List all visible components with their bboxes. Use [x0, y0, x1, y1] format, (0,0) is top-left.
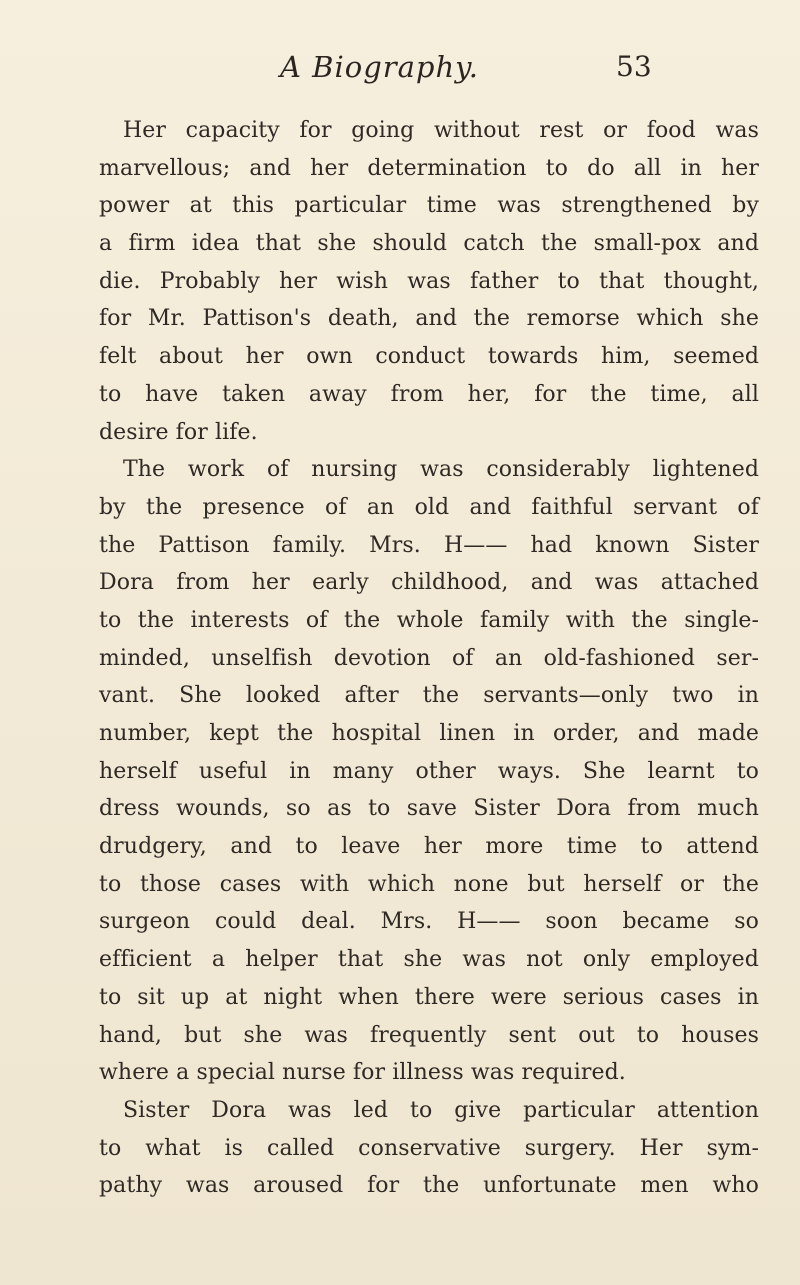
text-line: Her capacity for going without rest or food was — [123, 118, 759, 143]
text-line: for Mr. Pattison's death, and the remorse which she — [99, 306, 759, 332]
text-line: minded, unselfish devotion of an old-fashioned ser- — [99, 645, 759, 671]
text-line: desire for life. — [99, 419, 258, 445]
text-line: number, kept the hospital linen in order, and made — [99, 721, 759, 746]
text-line: dress wounds, so as to save Sister Dora from much — [99, 796, 759, 822]
text-line: to what is called conservative surgery. Her sym- — [99, 1135, 759, 1161]
text-line: to the interests of the whole family with the single- — [99, 607, 759, 633]
text-line: marvellous; and her determination to do all in her — [99, 155, 759, 181]
text-line: drudgery, and to leave her more time to attend — [99, 834, 759, 860]
text-line: herself useful in many other ways. She learnt to — [99, 758, 759, 784]
text-line: Dora from her early childhood, and was attached — [99, 570, 759, 596]
text-line: where a special nurse for illness was required. — [99, 1060, 626, 1086]
text-line: to have taken away from her, for the time, all — [99, 381, 759, 407]
text-line: hand, but she was frequently sent out to houses — [99, 1022, 759, 1048]
text-line: efficient a helper that she was not only employed — [99, 947, 759, 973]
text-line: to those cases with which none but herself or the — [99, 871, 759, 897]
text-line: pathy was aroused for the unfortunate men who — [99, 1173, 759, 1199]
text-line: the Pattison family. Mrs. H—— had known Sister — [99, 532, 759, 558]
text-line: vant. She looked after the servants—only two in — [99, 683, 759, 709]
text-line: Sister Dora was led to give particular attention — [123, 1097, 759, 1123]
text-line: a firm idea that she should catch the small-pox and — [99, 231, 759, 257]
page-number: 53 — [616, 50, 652, 83]
text-line: to sit up at night when there were serious cases in — [99, 984, 759, 1010]
text-line: power at this particular time was strengthened by — [99, 193, 759, 219]
text-line: felt about her own conduct towards him, seemed — [99, 344, 759, 370]
body-text — [99, 112, 759, 1205]
text-line: The work of nursing was considerably lightened — [123, 457, 759, 483]
page-header — [0, 40, 800, 88]
text-line: by the presence of an old and faithful servant of — [99, 494, 759, 520]
running-title: A Biography. — [280, 50, 479, 84]
text-line: die. Probably her wish was father to that thought, — [99, 268, 759, 294]
text-line: surgeon could deal. Mrs. H—— soon became so — [99, 909, 759, 935]
